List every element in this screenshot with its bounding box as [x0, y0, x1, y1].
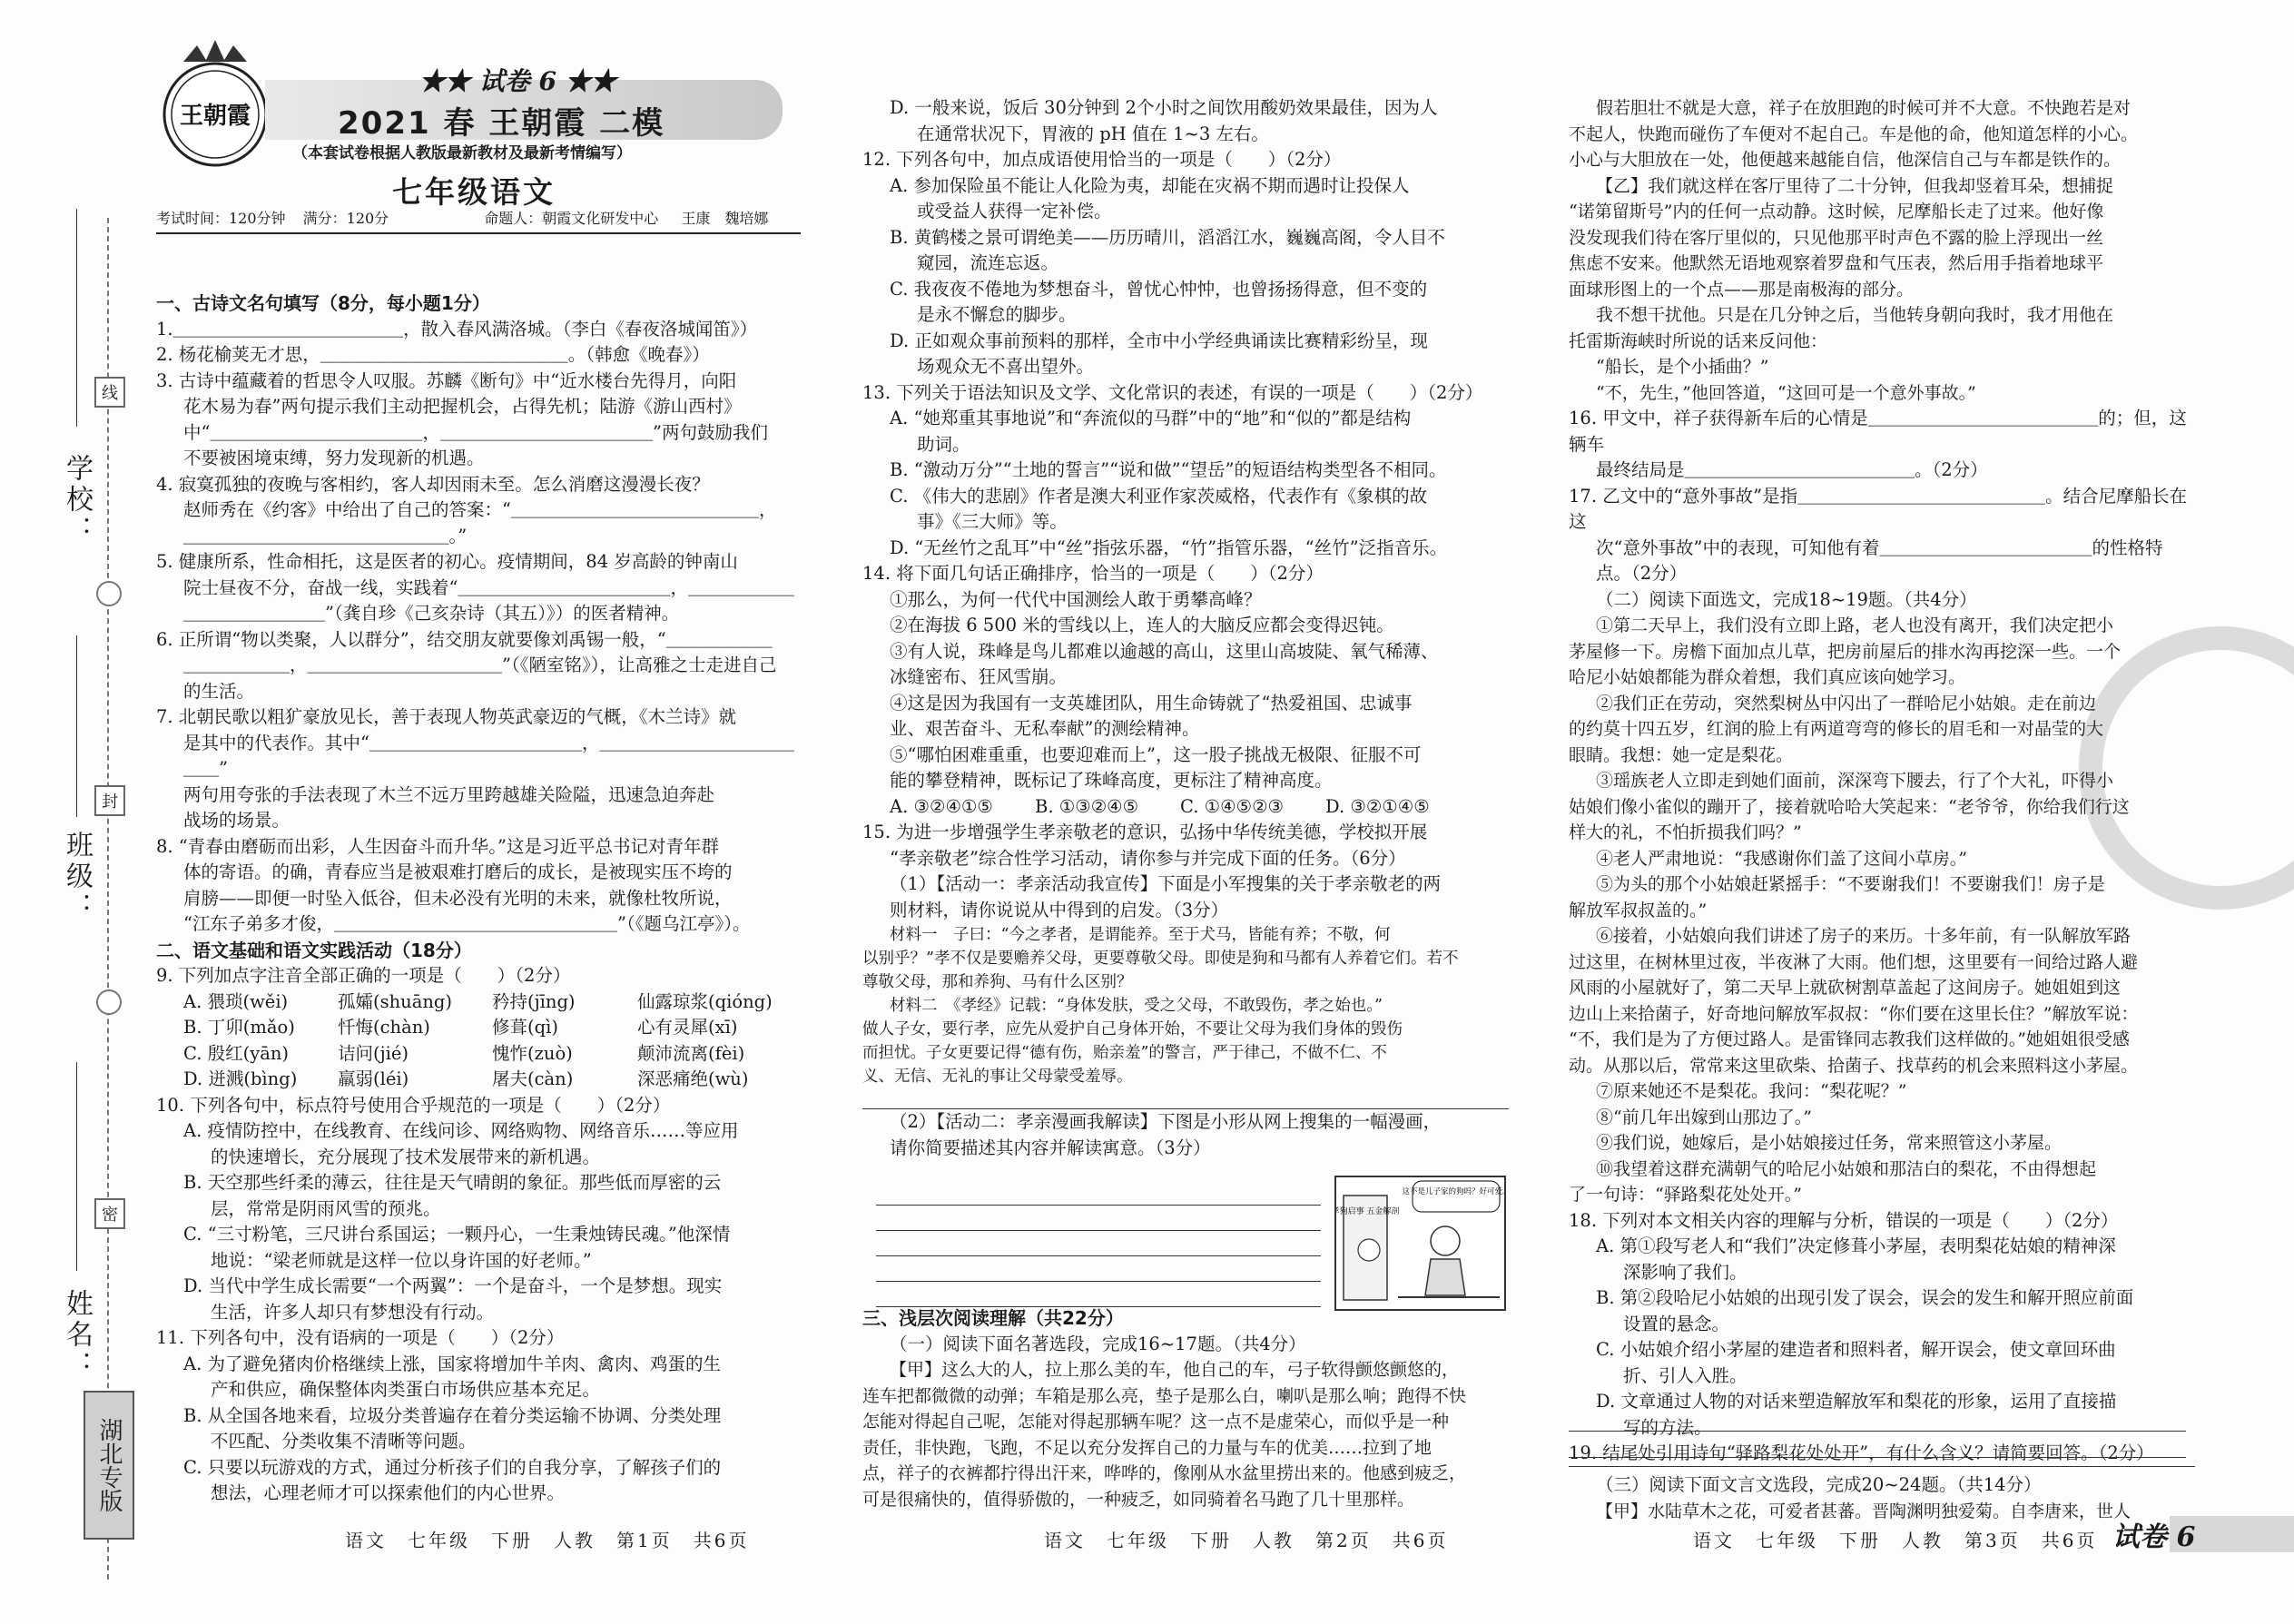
page-footer-1: 语文 七年级 下册 人教 第1页 共6页 [345, 1530, 750, 1551]
question-17-text: 次“意外事故”中的表现，可知他有着＿＿＿＿＿＿＿＿＿＿＿＿的性格特点。（2分） [1596, 536, 2163, 584]
material-1: 材料一 子曰：“今之孝者，是谓能养。至于犬马，皆能有养；不敬，何 [890, 926, 1391, 944]
sentence-item: ③有人说，珠峰是鸟儿都难以逾越的高山，这里山高坡陡、氧气稀薄、 [890, 640, 1439, 662]
punch-hole [96, 989, 122, 1015]
seal-secret-mark: 密 [94, 1198, 125, 1229]
option-text: 屠夫(càn) [492, 1068, 574, 1089]
option-text: 修葺(qì) [492, 1017, 558, 1038]
passage-line: “诺第留斯号”内的任何一点动静。这时候，尼摩船长走了过来。他好像 [1569, 202, 2104, 221]
question-2: 2. 杨花榆荚无才思，＿＿＿＿＿＿＿＿＿＿＿＿＿＿。（韩愈《晚春》） [156, 344, 710, 365]
class-label: 班级： [61, 831, 93, 923]
answer-lines[interactable] [876, 1180, 1321, 1307]
materials [862, 923, 1509, 1088]
option-text: C. 只要以玩游戏的方式，通过分析孩子们的自我分享，了解孩子们的 [183, 1456, 722, 1478]
question-17: 17. 乙文中的“意外事故”是指＿＿＿＿＿＿＿＿＿＿＿＿＿＿。结合尼摩船长在这 [1569, 485, 2188, 532]
question-7-text: 是其中的代表作。其中“＿＿＿＿＿＿＿＿＿＿＿＿，＿＿＿＿＿＿＿＿＿＿＿＿＿” [183, 732, 794, 779]
passage-line: 风雨的小屋就好了，第二天早上就砍树割草盖起了这间房子。她姐姐到这 [1569, 978, 2122, 998]
seal-line-mark: 线 [94, 377, 125, 408]
option-row [862, 794, 1509, 821]
school-label: 学校： [61, 454, 93, 546]
option-row [156, 1015, 801, 1041]
option-text: A. ③②④①⑤ [890, 795, 993, 817]
material-1-text: 以别乎？”孝不仅是要赡养父母，更要尊敬父母。即使是狗和马都有人养着它们。若不 [862, 950, 1459, 968]
option-text: 颠沛流离(fèi) [637, 1042, 745, 1064]
question-18: 18. 下列对本文相关内容的理解与分析，错误的一项是（ ）（2分） [1569, 1209, 2119, 1231]
reading-section-1 [862, 1305, 1509, 1512]
option-text: 心有灵犀(xī) [637, 1017, 738, 1038]
sentence-item: 冰缝密布、狂风雪崩。 [890, 666, 1068, 687]
option-text: D. “无丝竹之乱耳”中“丝”指弦乐器，“竹”指管乐器，“丝竹”泛指音乐。 [890, 536, 1448, 558]
passage-line: 解放军叔叔盖的。” [1569, 900, 1708, 920]
passage-line: 哈尼小姑娘都能为群众着想，我们真应该向她学习。 [1569, 667, 1966, 687]
option-text: 窥园，流连忘返。 [917, 252, 1059, 273]
sentence-item: ①那么，为何一代代中国测绘人敢于勇攀高峰？ [890, 588, 1262, 610]
svg-text:王朝霞: 王朝霞 [179, 103, 251, 130]
passage-line: 【甲】这么大的人，拉上那么美的车，他自己的车，弓子软得颤悠颤悠的， [890, 1360, 1460, 1380]
option-text: D. 当代中学生成长需要“一个两翼”：一个是奋斗，一个是梦想。现实 [183, 1275, 723, 1296]
page-footer-2: 语文 七年级 下册 人教 第2页 共6页 [1044, 1530, 1449, 1551]
passage-line: ⑤为头的那个小姑娘赶紧摇手：“不要谢我们！不要谢我们！房子是 [1596, 874, 2105, 894]
option-text: D. ③②①④⑤ [1325, 795, 1430, 817]
option-text: C. 我夜夜不倦地为梦想奋斗，曾忧心忡忡，也曾扬扬得意，但不变的 [890, 278, 1428, 300]
column-3 [1569, 95, 2195, 1467]
question-16: 16. 甲文中，祥子获得新车后的心情是＿＿＿＿＿＿＿＿＿＿＿＿＿的；但，这辆车 [1569, 408, 2187, 455]
section-heading: 二、语文基础和语文实践活动（18分） [156, 939, 472, 961]
passage-line: ⑥接着，小姑娘向我们讲述了房子的来历。十多年前，有一队解放军路 [1596, 926, 2132, 946]
question-8-text: “江东子弟多才俊，＿＿＿＿＿＿＿＿＿＿＿＿＿＿＿＿”（《题乌江亭》）。 [183, 913, 751, 934]
full-score: 满分：120分 [302, 210, 389, 227]
material-2-text: 做人子女，要行孝，应先从爱护自己身体开始，不要让父母为我们身体的毁伤 [862, 1020, 1403, 1038]
passage-line: 没发现我们待在客厅里似的，只见他那平时声色不露的脸上浮现出一丝 [1569, 227, 2104, 248]
option-row [156, 989, 801, 1016]
passage-line: ⑩我望着这群充满朝气的哈尼小姑娘和那洁白的梨花，不由得想起 [1596, 1158, 2097, 1179]
option-text: 产和供应，确保整体肉类蛋白市场供应基本充足。 [211, 1379, 601, 1400]
question-3-text: 不要被困境束缚，努力发现新的机遇。 [183, 448, 485, 468]
option-text: 写的方法。 [1623, 1416, 1712, 1438]
question-7-text: 两句用夸张的手法表现了木兰不远万里跨越雄关险隘，迅速急迫奔赴 [183, 783, 715, 805]
option-text: C. “三寸粉笔，三尺讲台系国运；一颗丹心，一生秉烛铸民魂。”他深情 [183, 1224, 731, 1245]
passage-line: 了一句诗：“驿路梨花处处开。” [1569, 1185, 1802, 1205]
passage-line: 眼睛。我想：她一定是梨花。 [1569, 744, 1794, 765]
option-text: A. “她郑重其事地说”和“奔流似的马群”中的“地”和“似的”都是结构 [890, 408, 1412, 428]
punch-hole [96, 581, 122, 606]
option-text: 或受益人获得一定补偿。 [917, 201, 1112, 221]
exam-info [156, 207, 801, 228]
material-1-text: 尊敬父母，那和养狗、马有什么区别？ [862, 973, 1133, 991]
question-14: 14. 将下面几句话正确排序，恰当的一项是（ ）（2分） [862, 563, 1324, 584]
passage-line: ④老人严肃地说：“我感谢你们盖了这间小草房。” [1596, 848, 1967, 869]
seal-fold-mark: 封 [94, 785, 125, 816]
option-text: 仙露琼浆(qióng) [637, 990, 773, 1012]
question-8: 8. “青春由磨砺而出彩，人生因奋斗而升华。”这是习近平总书记对青年群 [156, 835, 719, 857]
option-text: B. 第②段哈尼小姑娘的出现引发了误会，误会的发生和解开照应前面 [1596, 1287, 2134, 1308]
question-3: 3. 古诗中蕴藏着的哲思令人叹服。苏麟《断句》中“近水楼台先得月，向阳 [156, 369, 737, 391]
school-blank [76, 209, 77, 427]
column-2 [862, 95, 1509, 1161]
question-15-text: “孝亲敬老”综合性学习活动，请你参与并完成下面的任务。（6分） [890, 847, 1406, 869]
option-text: A. 参加保险虽不能让人化险为夷，却能在灾祸不期而遇时让投保人 [890, 174, 1410, 196]
exam-time: 考试时间：120分钟 [156, 210, 286, 227]
option-text: B. 黄鹤楼之景可谓绝美——历历晴川，滔滔江水，巍巍高阁，令人目不 [890, 226, 1445, 248]
passage-line: 茅屋修一下。房檐下面加点儿草，把房前屋后的排水沟再挖深一些。一个 [1569, 641, 2122, 662]
column-1 [156, 290, 801, 1507]
passage-line: ⑦原来她还不是梨花。我问：“梨花呢？” [1596, 1081, 1907, 1101]
material-2-text: 而担忧。子女更要记得“德有伤，贻亲羞”的警言，严于律己，不做不仁、不 [862, 1044, 1387, 1062]
question-7: 7. 北朝民歌以粗犷豪放见长，善于表现人物英武豪迈的气概，《木兰诗》就 [156, 706, 737, 727]
option-text: C. 殷红(yān) [183, 1042, 290, 1064]
option-text: 愧怍(zuò) [492, 1042, 573, 1064]
question-10: 10. 下列各句中，标点符号使用合乎规范的一项是（ ）（2分） [156, 1094, 671, 1116]
option-row [156, 1041, 801, 1068]
sentence-item: ②在海拔 6 500 米的雪线以上，连人的大脑反应都会变得迟钝。 [890, 615, 1394, 635]
cartoon-illustration [1336, 1177, 1504, 1309]
subsection-heading: （三）阅读下面文言文选段，完成20~24题。（共14分） [1596, 1474, 2042, 1495]
divider [1569, 1466, 2195, 1467]
question-3-text: 花木易为春”两句提示我们主动把握机会，占得先机；陆游《游山西村》 [183, 396, 742, 417]
activity-1: （1）【活动一：孝亲活动我宣传】下面是小军搜集的关于孝亲敬老的两 [890, 873, 1442, 894]
passage-line: 的约莫十四五岁，红润的脸上有两道弯弯的修长的眉毛和一对晶莹的大 [1569, 719, 2104, 739]
grade-subject: 七年级语文 [392, 174, 556, 210]
passage-line: 姑娘们像小雀似的蹦开了，接着就哈哈大笑起来：“老爷爷，你给我们行这 [1569, 796, 2130, 817]
question-5-text: 院士昼夜不分，奋战一线，实践着“＿＿＿＿＿＿＿＿＿＿＿＿，＿＿＿＿＿＿ [183, 576, 794, 598]
option-text: C. 小姑娘介绍小茅屋的建造者和照料者，解开误会，使文章回环曲 [1596, 1339, 2116, 1360]
question-1: 1.＿＿＿＿＿＿＿＿＿＿＿＿＿，散入春风满洛城。（李白《春夜洛城闻笛》） [156, 318, 758, 340]
passage-pear [1569, 613, 2195, 1208]
option-text: 深影响了我们。 [1623, 1261, 1748, 1283]
activity-2: （2）【活动二：孝亲漫画我解读】下图是小形从网上搜集的一幅漫画， [890, 1111, 1442, 1132]
class-blank [76, 635, 77, 817]
passage-line: 【乙】我们就这样在客厅里待了二十分钟，但我却竖着耳朵，想捕捉 [1596, 175, 2114, 196]
question-6-text: 的生活。 [183, 680, 255, 702]
passage-line: “船长，是个小插曲？” [1596, 357, 1769, 377]
option-text: B. 从全国各地来看，垃圾分类普遍存在着分类运输不协调、分类处理 [183, 1404, 722, 1426]
passage-line: 不起人，快跑而碰伤了车便对不起自己。车是他的命，他知道怎样的小心。 [1569, 123, 2139, 144]
sentence-item: 业、艰苦奋斗、无私奉献”的测绘精神。 [890, 718, 1200, 739]
passage-line: 小心与大胆放在一处，他便越来越能自信，他深信自己与车都是铁作的。 [1569, 150, 2122, 170]
main-title: 2021 春 王朝霞 二模 [338, 105, 665, 142]
passage-line: 面球形图上的一个点——那是南极海的部分。 [1569, 279, 1915, 300]
option-text: B. 丁卯(mǎo) [183, 1017, 295, 1038]
question-8-text: 肩膀——即便一时坠入低谷，但未必没有光明的未来，就像杜牧所说， [183, 887, 733, 909]
option-text: B. “激动万分”“土地的誓言”“说和做”“望岳”的短语结构类型各不相同。 [890, 459, 1447, 480]
passage-line: 动。从那以后，常常来这里砍柴、拾菌子、找草药的机会来照料这小茅屋。 [1569, 1055, 2139, 1076]
option-text: C. ①④⑤②③ [1180, 795, 1285, 817]
passage-line: “不，先生，”他回答道，“这回可是一个意外事故。” [1596, 382, 1976, 403]
option-text: 诘问(jié) [338, 1042, 409, 1064]
question-19: 19. 结尾处引用诗句“驿路梨花处处开”，有什么含义？请简要回答。（2分） [1569, 1442, 2154, 1463]
question-11: 11. 下列各句中，没有语病的一项是（ ）（2分） [156, 1327, 565, 1348]
option-text: 在通常状况下，胃液的 pH 值在 1~3 左右。 [917, 123, 1269, 144]
option-text: 层，常常是阴雨风雪的预兆。 [211, 1197, 441, 1219]
sentence-item: ④这是因为我国有一支英雄团队，用生命铸就了“热爱祖国、忠诚事 [890, 692, 1413, 714]
name-blank [76, 1062, 77, 1271]
question-9: 9. 下列加点字注音全部正确的一项是（ ）（2分） [156, 965, 571, 986]
activity-1-text: 则材料，请你说说从中得到的启发。（3分） [890, 899, 1229, 920]
question-3-text: 中“＿＿＿＿＿＿＿＿＿＿＿＿，＿＿＿＿＿＿＿＿＿＿＿＿”两句鼓励我们 [183, 421, 768, 443]
passage-line: ⑧“前几年出嫁到山那边了。” [1596, 1107, 1812, 1127]
exam-header [156, 25, 801, 271]
passage-line: 可是很痛快的，值得骄傲的，一种疲乏，如同骑着名马跑了几十里那样。 [862, 1489, 1415, 1510]
question-19-answer-lines[interactable] [1569, 1405, 2186, 1458]
passage-line: 焦虑不安来。他默然无语地观察着罗盘和气压表，然后用手指着地球平 [1569, 253, 2104, 273]
passage-line: ②我们正在劳动，突然梨树丛中闪出了一群哈尼小姑娘。走在前边 [1596, 693, 2097, 714]
question-8-text: 体的寄语。的确，青春应当是被艰难打磨后的成长，是被现实压不垮的 [183, 861, 733, 882]
passage-line: 责任，非快跑，飞跑，不足以充分发挥自己的力量与车的优美……拉到了地 [862, 1437, 1433, 1458]
option-text: D. 迸溅(bìng) [183, 1068, 298, 1089]
option-text: 矜持(jīng) [492, 990, 576, 1012]
option-text: 孤孀(shuāng) [338, 990, 453, 1012]
passage-line: 过这里，在树林里过夜，半夜淋了大雨。他们想，这里要有一间给过路人避 [1569, 951, 2139, 972]
question-12: 12. 下列各句中，加点成语使用恰当的一项是（ ）（2分） [862, 149, 1342, 170]
option-text: A. 猥琐(wěi) [183, 990, 289, 1012]
passage-line: 样大的礼，不怕折损我们吗？” [1569, 822, 1802, 842]
passage-line: “不，我们是为了方便过路人。是雷锋同志教我们这样做的。”她姐姐很受感 [1569, 1029, 2130, 1049]
option-text: A. 疫情防控中，在线教育、在线问诊、网络购物、网络音乐……等应用 [183, 1120, 739, 1141]
paper-number-tag: 试卷 6 [2112, 1521, 2196, 1553]
author-label: 命题人：朝霞文化研发中心 [484, 210, 659, 227]
question-6-text: ＿＿＿＿＿＿，＿＿＿＿＿＿＿＿＿＿＿”（《陋室铭》），让高雅之士走进自己 [183, 655, 777, 675]
option-text: A. 为了避免猪肉价格继续上涨，国家将增加牛羊肉、禽肉、鸡蛋的生 [183, 1353, 721, 1374]
question-13: 13. 下列关于语法知识及文学、文化常识的表述，有误的一项是（ ）（2分） [862, 381, 1483, 403]
option-text: 想法，心理老师才可以探索他们的内心世界。 [211, 1482, 566, 1503]
question-16-text: 最终结局是＿＿＿＿＿＿＿＿＿＿＿＿＿。（2分） [1596, 459, 1988, 480]
option-text: 事》《三大师》等。 [917, 511, 1068, 532]
option-text: 忏悔(chàn) [338, 1017, 430, 1038]
question-5-text: ＿＿＿＿＿＿＿＿”（龚自珍《己亥杂诗（其五）》）的医者精神。 [183, 603, 680, 624]
activity-2-text: 请你简要描述其内容并解读寓意。（3分） [890, 1137, 1211, 1158]
paper-tag: ★★ 试卷 6 ★★ [419, 66, 616, 96]
option-text: C. 《伟大的悲剧》作者是澳大利亚作家茨威格，代表作有《象棋的故 [890, 485, 1428, 507]
passage-line: 假若胆壮不就是大意，祥子在放胆跑的时候可并不大意。不快跑若是对 [1596, 98, 2132, 118]
passage-line: ①第二天早上，我们没有立即上路，老人也没有离开，我们决定把小 [1596, 615, 2114, 635]
material-2: 材料二 《孝经》记载：“身体发肤，受之父母，不敢毁伤，孝之始也。” [890, 997, 1383, 1015]
brand-logo [156, 34, 274, 171]
option-text: B. 天空那些纤柔的薄云，往往是天气晴朗的象征。那些低而厚密的云 [183, 1172, 722, 1193]
option-text: 助词。 [917, 433, 970, 455]
question-6: 6. 正所谓“物以类聚，人以群分”，结交朋友就要像刘禹锡一般，“＿＿＿＿＿＿ [156, 628, 773, 650]
question-4: 4. 寂寞孤独的夜晚与客相约，客人却因雨未至。怎么消磨这漫漫长夜？ [156, 473, 710, 495]
option-text: 折、引人入胜。 [1623, 1364, 1748, 1386]
option-text: 不匹配、分类收集不清晰等问题。 [211, 1431, 477, 1452]
passage-line: 怎能对得起自己呢，怎能对得起那辆车呢？这一点不是虚荣心，而似乎是一种 [862, 1412, 1450, 1432]
classical-section [1569, 1466, 2195, 1524]
option-text: 场观众无不喜出望外。 [917, 356, 1095, 377]
edition-note: （本套试卷根据人教版最新教材及最新考情编写） [292, 144, 632, 162]
page-footer-3: 语文 七年级 下册 人教 第3页 共6页 [1693, 1530, 2098, 1551]
binding-margin [0, 0, 145, 1624]
option-text: 生活，许多人却只有梦想没有行动。 [211, 1301, 495, 1323]
option-text: 的快速增长，充分展现了技术发展带来的新机遇。 [211, 1146, 601, 1167]
subsection-heading: （二）阅读下面选文，完成18~19题。（共4分） [1596, 588, 1977, 610]
cut-line [107, 218, 109, 1580]
passage-jia-cont [1569, 95, 2195, 406]
option-text: B. ①③②④⑤ [1035, 795, 1139, 817]
section-heading: 三、浅层次阅读理解（共22分） [862, 1307, 1124, 1329]
option-text: 是永不懈怠的脚步。 [917, 304, 1077, 325]
passage-line: 连车把都微微的动弹；车箱是那么亮，垫子是那么白，喇叭是那么响；跑得不快 [862, 1385, 1467, 1406]
passage-line: 边山上来拾菌子，好奇地问解放军叔叔：“你们要在这里长住？”解放军说： [1569, 1003, 2139, 1024]
svg-text:孝狗启事 五金解剖: 孝狗启事 五金解剖 [1336, 1207, 1400, 1216]
option-text: D. 正如观众事前预料的那样，全市中小学经典诵读比赛精彩纷呈，现 [890, 330, 1428, 351]
option-text: D. 文章通过人物的对话来塑造解放军和梨花的形象，运用了直接描 [1596, 1391, 2117, 1412]
name-label: 姓名： [61, 1289, 93, 1382]
option-row [156, 1067, 801, 1093]
section-heading: 一、古诗文名句填写（8分，每小题1分） [156, 292, 490, 314]
sentence-item: ⑤“哪怕困难重重，也要迎难而上”，这一股子挑战无极限、征服不可 [890, 743, 1422, 765]
option-text: A. 第①段写老人和“我们”决定修葺小茅屋，表明梨花姑娘的精神深 [1596, 1235, 2116, 1256]
question-7-text: 战场的场景。 [183, 810, 290, 831]
option-text: 地说：“梁老师就是这样一位以身许国的好老师。” [211, 1249, 592, 1271]
question-4-text: 赵师秀在《约客》中给出了自己的答案：“＿＿＿＿＿＿＿＿＿＿＿＿＿＿， [183, 499, 777, 520]
header-rule [156, 232, 801, 234]
option-text: 设置的悬念。 [1623, 1313, 1730, 1334]
province-badge: 湖北专版 [84, 1391, 134, 1540]
option-text: 羸弱(léi) [338, 1068, 409, 1089]
option-text: D. 一般来说，饭后 30分钟到 2个小时之间饮用酸奶效果最佳，因为人 [890, 97, 1438, 118]
passage-line: 我不想干扰他。只是在几分钟之后，当他转身朝向我时，我才用他在 [1596, 305, 2114, 325]
passage-line: 点，祥子的衣裤都拧得出汗来，哗哗的，像刚从水盆里捞出来的。他感到疲乏， [862, 1463, 1467, 1483]
question-15: 15. 为进一步增强学生孝亲敬老的意识，弘扬中华传统美德，学校拟开展 [862, 822, 1428, 842]
passage-line: ③瑶族老人立即走到她们面前，深深弯下腰去，行了个大礼，吓得小 [1596, 771, 2114, 791]
material-2-text: 义、无信、无礼的事让父母蒙受羞辱。 [862, 1068, 1133, 1086]
svg-text:这不是儿子家的狗吗？好可爱。: 这不是儿子家的狗吗？好可爱。 [1402, 1187, 1504, 1196]
subsection-heading: （一）阅读下面名著选段，完成16~17题。（共4分） [890, 1333, 1306, 1354]
passage-line: 【甲】水陆草木之花，可爱者甚蕃。晋陶渊明独爱菊。自李唐来，世人 [1596, 1501, 2132, 1521]
cartoon-image [1334, 1176, 1506, 1311]
passage-line: ⑨我们说，她嫁后，是小姑娘接过任务，常来照管这小茅屋。 [1596, 1133, 2063, 1153]
passage-jia [862, 1357, 1509, 1512]
option-text: 深恶痛绝(wù) [637, 1068, 749, 1089]
question-5: 5. 健康所系，性命相托，这是医者的初心。疫情期间，84 岁高龄的钟南山 [156, 551, 738, 572]
question-4-text: ＿＿＿＿＿＿＿＿＿＿＿＿＿＿＿。” [183, 525, 468, 546]
passage-line: 托雷斯海峡时所说的话来反问他： [1569, 330, 1828, 351]
sentence-item: 能的攀登精神，既标记了珠峰高度，更标注了精神高度。 [890, 770, 1333, 791]
author-names: 王康 魏培娜 [681, 210, 769, 227]
